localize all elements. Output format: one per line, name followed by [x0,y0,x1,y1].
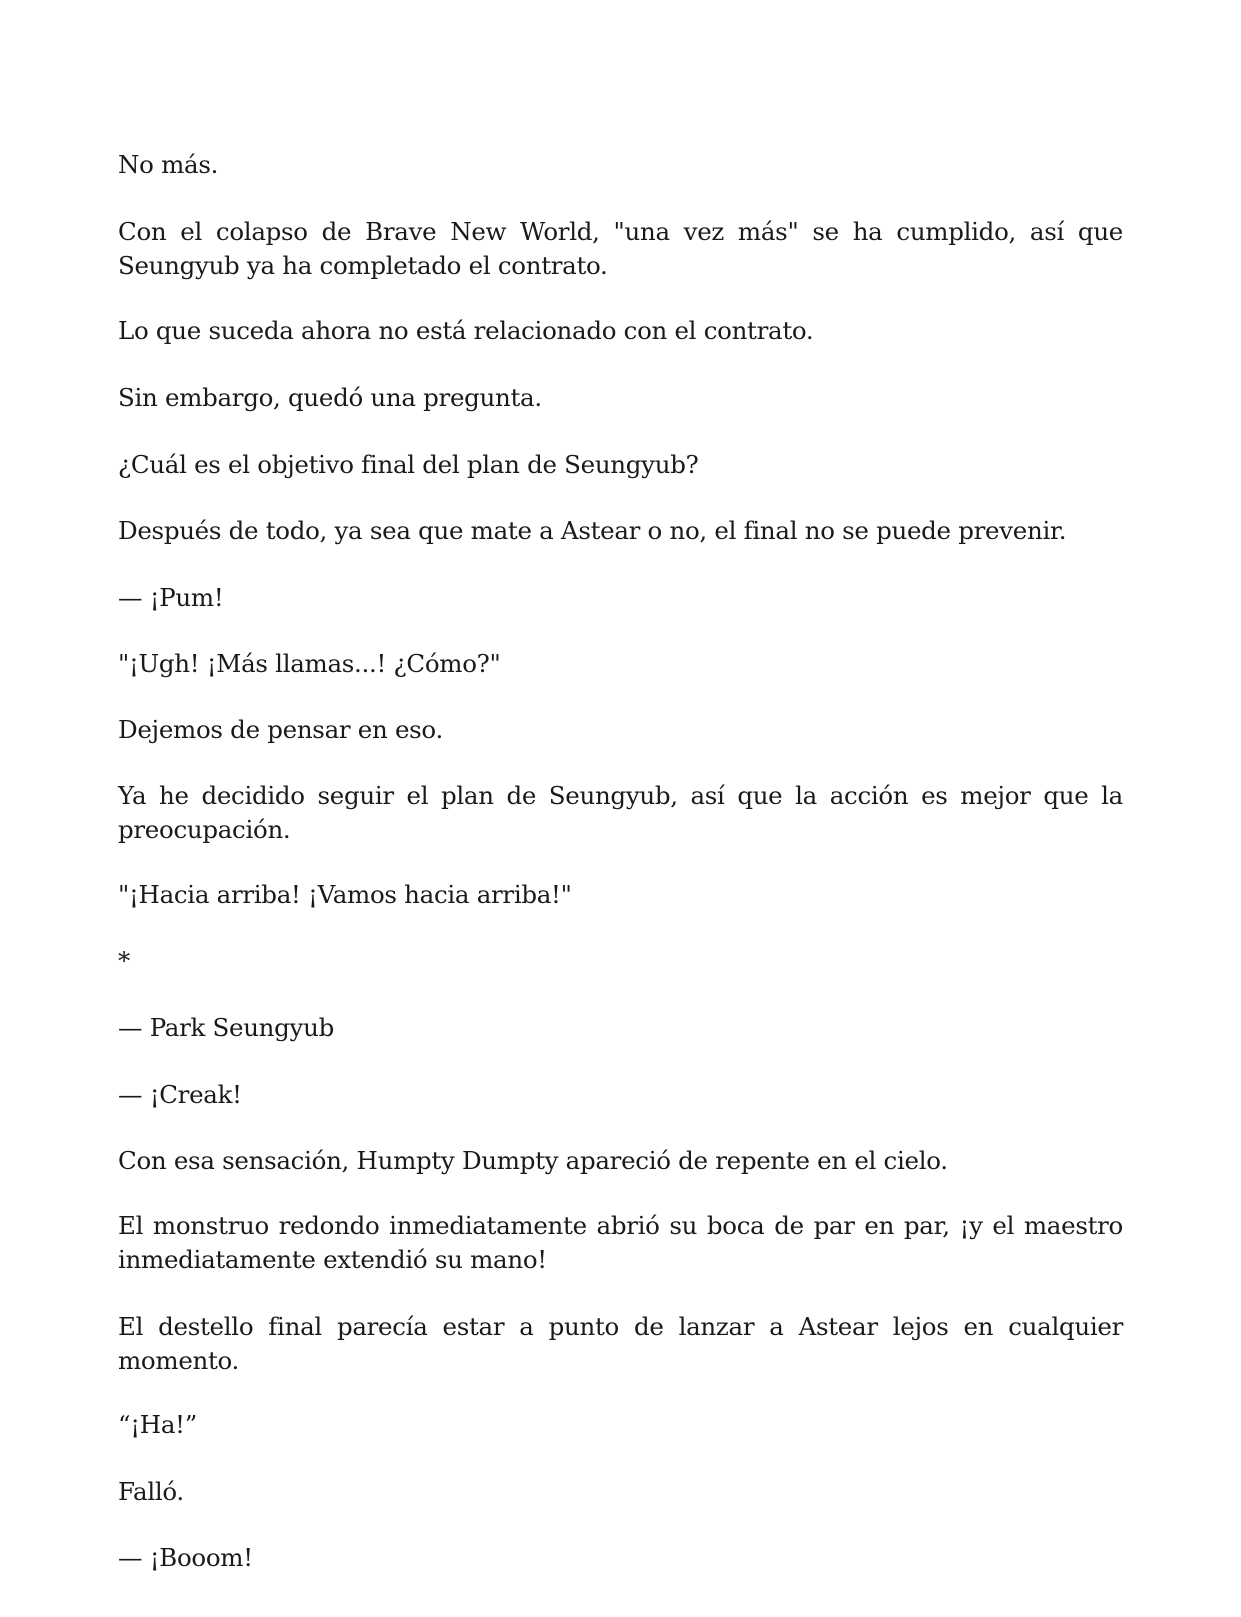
paragraph-objetivo-final: ¿Cuál es el objetivo final del plan de Seungyub? [118,450,699,479]
paragraph-dejemos: Dejemos de pensar en eso. [118,715,443,744]
paragraph-ugh: "¡Ugh! ¡Más llamas...! ¿Cómo?" [118,649,501,678]
paragraph-humpty-dumpty: Con esa sensación, Humpty Dumpty apareció de repente en el cielo. [118,1146,948,1175]
paragraph-ha: “¡Ha!” [118,1410,197,1439]
paragraph-sin-embargo: Sin embargo, quedó una pregunta. [118,383,542,412]
paragraph-creak: — ¡Creak! [118,1080,242,1109]
paragraph-lo-que-suceda: Lo que suceda ahora no está relacionado con el contrato. [118,316,814,345]
paragraph-fallo: Falló. [118,1477,184,1506]
scene-break-asterisk: * [118,946,130,975]
paragraph-despues: Después de todo, ya sea que mate a Astear o no, el final no se puede prevenir. [118,516,1067,545]
paragraph-pum: — ¡Pum! [118,583,224,612]
paragraph-booom: — ¡Booom! [118,1543,253,1572]
paragraph-monstruo: El monstruo redondo inmediatamente abrió su boca de par en par, ¡y el maestro inmediatamente extendió su mano! [118,1211,1123,1274]
paragraph-colapso: Con el colapso de Brave New World, "una vez más" se ha cumplido, así que Seungyub ya ha completado el contrato. [118,217,1123,280]
paragraph-destello: El destello final parecía estar a punto de lanzar a Astear lejos en cualquier momento. [118,1312,1123,1375]
paragraph-no-mas: No más. [118,150,219,179]
paragraph-park-seungyub: — Park Seungyub [118,1013,334,1042]
paragraph-ya-he-decidido: Ya he decidido seguir el plan de Seungyub, así que la acción es mejor que la preocupación. [118,781,1123,844]
paragraph-hacia-arriba: "¡Hacia arriba! ¡Vamos hacia arriba!" [118,880,572,909]
